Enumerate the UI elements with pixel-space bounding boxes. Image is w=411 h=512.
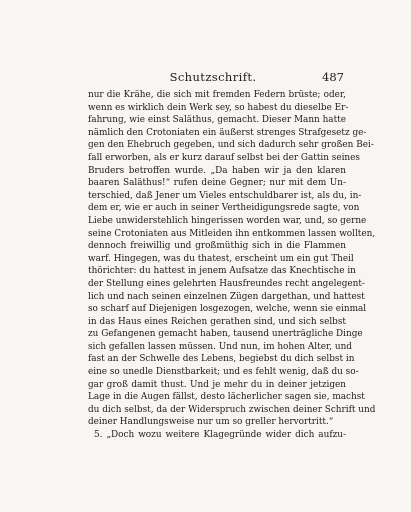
text-line: in das Haus eines Reichen gerathen sind, und sich selbst	[88, 316, 346, 327]
text-line: dennoch freiwillig und großmüthig sich in die Flammen	[88, 241, 346, 252]
text-line: nämlich den Crotoniaten ein äußerst strenges Strafgesetz ge-	[88, 127, 367, 138]
text-line: fahrung, wie einst Saläthus, gemacht. Dieser Mann hatte	[88, 115, 346, 126]
page-number: 487	[322, 70, 344, 84]
text-line: wenn es wirklich dein Werk sey, so habest du dieselbe Er-	[88, 102, 349, 113]
body-text	[88, 89, 376, 442]
running-title: Schutzschrift.	[169, 70, 257, 84]
text-line: deiner Handlungsweise nur um so greller hervortritt.“	[88, 417, 334, 428]
paragraph-start-line: 5. „Doch wozu weitere Klagegründe wider dich aufzu-	[94, 430, 346, 441]
text-line: zu Gefangenen gemacht haben, tausend unerträgliche Dinge	[88, 329, 363, 340]
text-line: dem er, wie er auch in seiner Vertheidigungsrede sagte, von	[88, 203, 360, 214]
text-line: thörichter: du hattest in jenem Aufsatze das Knechtische in	[88, 266, 356, 277]
text-line: lich und nach seinen einzelnen Zügen dargethan, und hattest	[88, 291, 365, 302]
text-line: gen den Ehebruch gegeben, und sich dadurch sehr großen Bei-	[88, 140, 374, 151]
text-line: Lage in die Augen fällst, desto lächerlicher sagen sie, machst	[88, 392, 365, 403]
page-header	[82, 70, 344, 84]
text-line: Liebe unwiderstehlich hingerissen worden war, und, so gerne	[88, 215, 367, 226]
text-line: gar groß damit thust. Und je mehr du in deiner jetzigen	[88, 379, 346, 390]
text-line: eine so unedle Dienstbarkeit; und es fehlt wenig, daß du so-	[88, 367, 359, 378]
text-line: warf. Hingegen, was du thatest, erscheint um ein gut Theil	[88, 253, 354, 264]
text-line: baaren Saläthus!“ rufen deine Gegner; nur mit dem Un-	[88, 178, 346, 189]
text-line: so scharf auf Diejenigen losgezogen, welche, wenn sie einmal	[88, 304, 367, 315]
text-line: seine Crotoniaten aus Mitleiden ihn entkommen lassen wollten,	[88, 228, 376, 239]
text-line: du dich selbst, da der Widerspruch zwischen deiner Schrift und	[88, 404, 376, 415]
text-line: nur die Krähe, die sich mit fremden Federn brüste; oder,	[88, 90, 346, 100]
text-line: der Stellung eines gelehrten Hausfreundes recht angelegent-	[88, 278, 365, 289]
text-line: sich gefallen lassen müssen. Und nun, im hohen Alter, und	[88, 341, 352, 352]
text-line: fast an der Schwelle des Lebens, begiebst du dich selbst in	[88, 354, 355, 365]
text-line: terschied, daß Jener um Vieles entschuldbarer ist, als du, in-	[88, 190, 362, 201]
text-line: Bruders betroffen wurde. „Da haben wir ja den klaren	[88, 165, 346, 176]
text-line: fall erworben, als er kurz darauf selbst bei der Gattin seines	[88, 152, 360, 163]
